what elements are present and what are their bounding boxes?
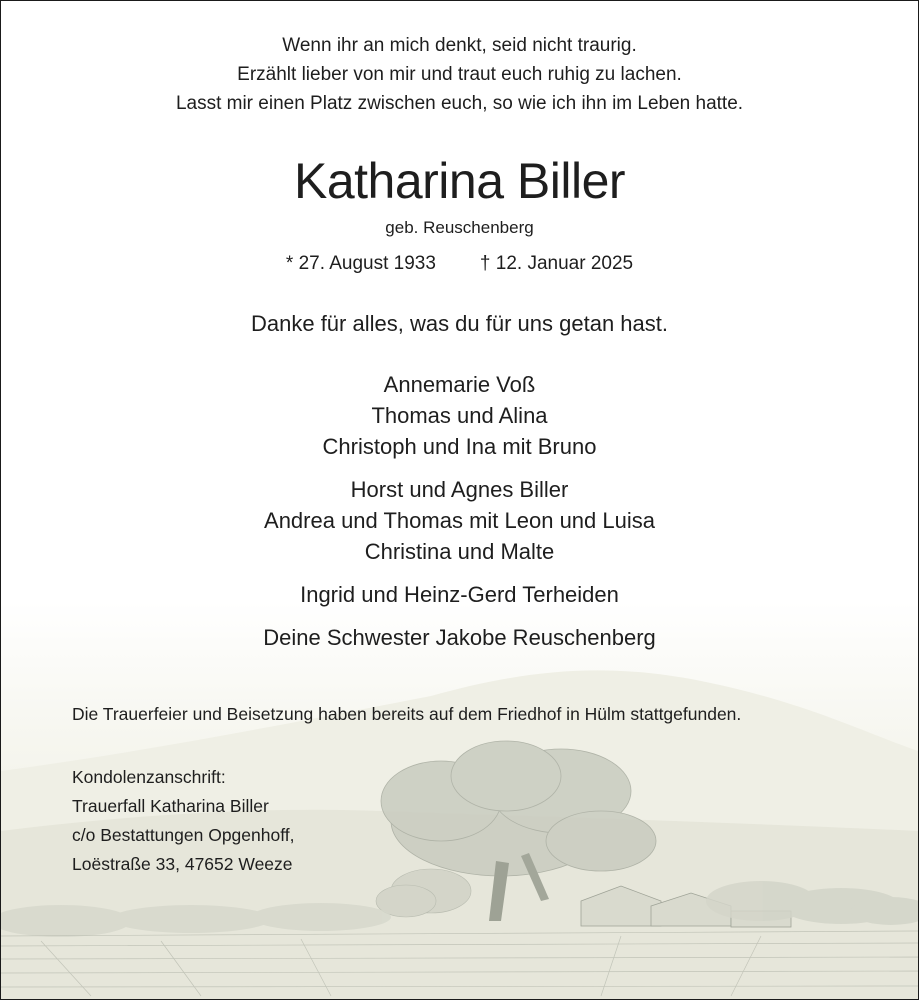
mourner-group bbox=[1, 474, 918, 567]
mourner-name: Thomas und Alina bbox=[371, 403, 548, 428]
deceased-name: Katharina Biller bbox=[293, 153, 626, 209]
mourner-name: Deine Schwester Jakobe Reuschenberg bbox=[263, 625, 656, 650]
death-date: † 12. Januar 2025 bbox=[479, 253, 634, 274]
address-line: Trauerfall Katharina Biller bbox=[72, 796, 269, 816]
condolence-address bbox=[72, 763, 294, 879]
birth-name: geb. Reuschenberg bbox=[385, 218, 534, 237]
thanks-line: Danke für alles, was du für uns getan hast. bbox=[250, 311, 668, 336]
address-line: Loëstraße 33, 47652 Weeze bbox=[72, 854, 293, 874]
mourner-group bbox=[1, 579, 918, 610]
birth-date: * 27. August 1933 bbox=[285, 253, 436, 274]
mourner-name: Ingrid und Heinz-Gerd Terheiden bbox=[300, 582, 619, 607]
mourner-name: Andrea und Thomas mit Leon und Luisa bbox=[264, 508, 655, 533]
poem-line: Wenn ihr an mich denkt, seid nicht traurig. bbox=[282, 35, 637, 56]
mourner-group bbox=[1, 369, 918, 462]
life-dates bbox=[1, 251, 918, 277]
mourners-list bbox=[1, 369, 918, 665]
poem-line: Lasst mir einen Platz zwischen euch, so wie ich ihn im Leben hatte. bbox=[175, 93, 744, 114]
mourner-name: Horst und Agnes Biller bbox=[350, 477, 569, 502]
address-line: c/o Bestattungen Opgenhoff, bbox=[72, 825, 295, 845]
mourner-group bbox=[1, 622, 918, 653]
funeral-notice: Die Trauerfeier und Beisetzung haben bereits auf dem Friedhof in Hülm stattgefunden. bbox=[72, 704, 742, 724]
poem bbox=[1, 31, 918, 118]
address-line: Kondolenzanschrift: bbox=[72, 767, 226, 787]
mourner-name: Christoph und Ina mit Bruno bbox=[322, 434, 597, 459]
poem-line: Erzählt lieber von mir und traut euch ruhig zu lachen. bbox=[237, 64, 682, 85]
mourner-name: Christina und Malte bbox=[364, 539, 555, 564]
mourner-name: Annemarie Voß bbox=[383, 372, 536, 397]
